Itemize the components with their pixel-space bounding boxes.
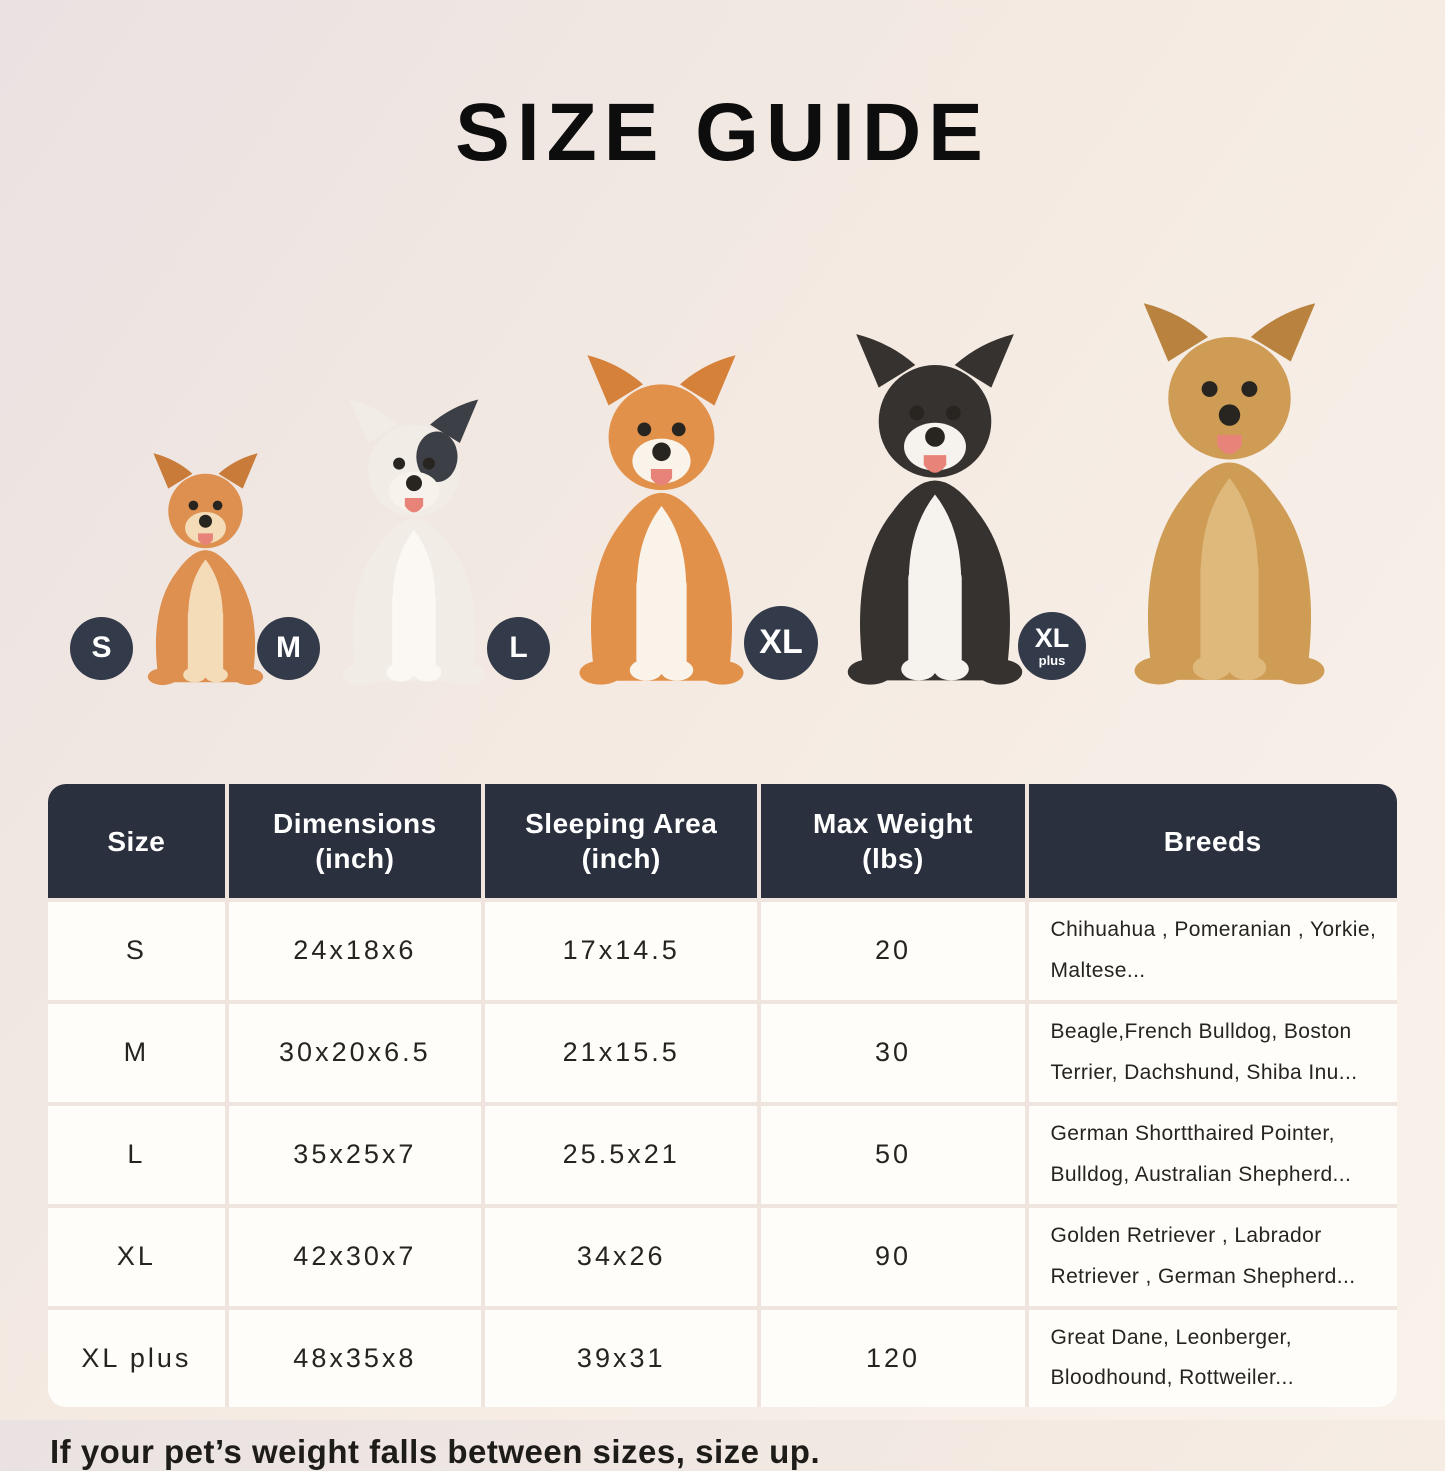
size-cell: XL	[48, 1208, 225, 1306]
size-badge-label: S	[91, 630, 112, 664]
size-badge-l	[487, 617, 550, 680]
dimensions-cell: 24x18x6	[229, 902, 481, 1000]
max-weight-cell: 20	[761, 902, 1024, 1000]
dimensions-cell: 30x20x6.5	[229, 1004, 481, 1102]
breeds-cell: Chihuahua , Pomeranian , Yorkie, Maltese...	[1029, 902, 1398, 1000]
header-dimensions-unit: (inch)	[315, 843, 395, 874]
dog-golden-retriever	[1034, 288, 1383, 686]
max-weight-cell: 30	[761, 1004, 1024, 1102]
max-weight-cell: 120	[761, 1310, 1024, 1408]
size-badge-m	[257, 617, 320, 680]
header-max-weight-label: Max Weight	[812, 808, 973, 839]
header-sleeping-area	[485, 784, 757, 898]
size-cell: XL plus	[48, 1310, 225, 1408]
max-weight-cell: 90	[761, 1208, 1024, 1306]
header-dimensions	[229, 784, 481, 898]
size-badge-label: L	[509, 630, 528, 664]
header-breeds-label: Breeds	[1163, 825, 1262, 857]
size-cell: L	[48, 1106, 225, 1204]
dimensions-cell: 35x25x7	[229, 1106, 481, 1204]
dimensions-cell: 48x35x8	[229, 1310, 481, 1408]
golden-retriever-dog-image	[1076, 288, 1383, 686]
breeds-cell: German Shortthaired Pointer, Bulldog, Australian Shepherd...	[1029, 1106, 1398, 1204]
size-badge-xl-plus	[1018, 612, 1086, 680]
max-weight-cell: 50	[761, 1106, 1024, 1204]
dog-size-lineup	[0, 284, 1445, 686]
size-badge-s	[70, 617, 133, 680]
header-max-weight	[761, 784, 1024, 898]
page-title: SIZE GUIDE	[455, 87, 990, 178]
sleeping-area-cell: 17x14.5	[485, 902, 757, 1000]
size-badge-xl	[744, 606, 818, 680]
sizing-note: If your pet’s weight falls between sizes, size up.	[50, 1433, 821, 1471]
sleeping-area-cell: 34x26	[485, 1208, 757, 1306]
size-cell: M	[48, 1004, 225, 1102]
size-cell: S	[48, 902, 225, 1000]
sleeping-area-cell: 21x15.5	[485, 1004, 757, 1102]
size-badge-label: XL	[1034, 623, 1070, 653]
header-max-weight-unit: (lbs)	[862, 843, 924, 874]
sleeping-area-cell: 25.5x21	[485, 1106, 757, 1204]
size-badge-label: M	[276, 630, 301, 664]
header-sleeping-area-unit: (inch)	[581, 843, 661, 874]
breeds-cell: Great Dane, Leonberger, Bloodhound, Rottweiler...	[1029, 1310, 1398, 1408]
size-table	[48, 784, 1397, 1407]
header-sleeping-area-label: Sleeping Area	[525, 808, 718, 839]
header-breeds	[1029, 784, 1398, 898]
size-badge-label: XL	[759, 623, 803, 661]
sleeping-area-cell: 39x31	[485, 1310, 757, 1408]
header-dimensions-label: Dimensions	[272, 808, 437, 839]
size-badge-sublabel: plus	[1038, 653, 1066, 668]
breeds-cell: Golden Retriever , Labrador Retriever , German Shepherd...	[1029, 1208, 1398, 1306]
header-size	[48, 784, 225, 898]
header-size-label: Size	[107, 825, 166, 857]
breeds-cell: Beagle,French Bulldog, Boston Terrier, Dachshund, Shiba Inu...	[1029, 1004, 1398, 1102]
dimensions-cell: 42x30x7	[229, 1208, 481, 1306]
